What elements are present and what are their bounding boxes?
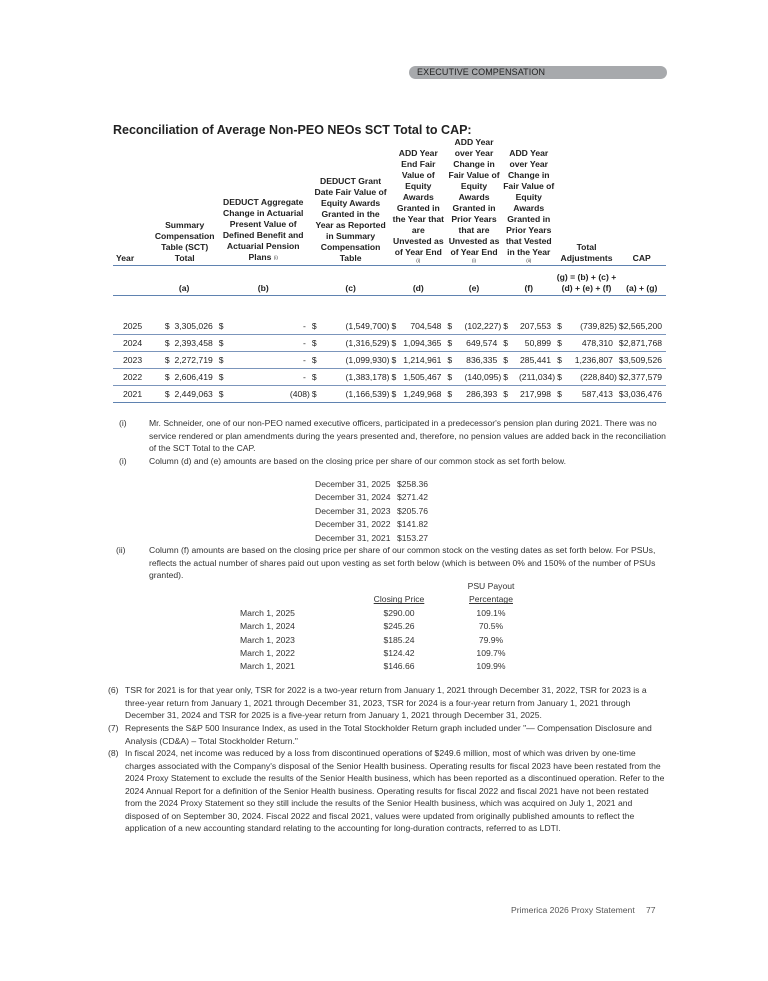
cell-ye-fair-value (390, 335, 446, 352)
price-row (315, 505, 428, 518)
cell-ye-fair-value (390, 318, 446, 335)
cell-value: 1,236,807 (574, 354, 613, 365)
cell-value: 207,553 (520, 320, 552, 331)
cell-value: 1,094,365 (403, 337, 442, 348)
col-header-grant-deduct: DEDUCT Grant Date Fair Value of Equity Awards Granted in the Year as Reported in Summary Compensation Table (311, 137, 391, 266)
cell-value: - (303, 337, 306, 348)
col-header-pension-deduct: DEDUCT Aggregate Change in Actuarial Present Value of Defined Benefit and Actuarial Pension Plans $^{(i)}$ (216, 137, 311, 266)
cell-cap (617, 335, 666, 352)
cell-value: 1,214,961 (403, 354, 442, 365)
cell-value: 478,310 (581, 337, 613, 348)
currency-symbol: $ (164, 388, 170, 399)
currency-symbol: $ (391, 320, 397, 331)
price-date: December 31, 2022 (315, 519, 391, 530)
cell-ye-fair-value (390, 369, 446, 386)
cell-sct-total (155, 386, 217, 403)
currency-symbol: $ (164, 371, 170, 382)
page-number: 77 (646, 905, 656, 915)
vesting-price: $185.24 (383, 634, 415, 645)
cell-value: 587,413 (581, 388, 613, 399)
col-header-total-adjustments: Total Adjustments (556, 137, 618, 266)
vesting-date: March 1, 2024 (240, 621, 295, 632)
cell-cap (617, 369, 666, 386)
cell-total-adjustments (555, 386, 617, 403)
cell-sct-total (155, 369, 217, 386)
cell-total-adjustments (555, 318, 617, 335)
cell-sct-total (155, 318, 217, 335)
price-row (315, 478, 428, 491)
currency-symbol: $ (391, 337, 397, 348)
cell-value: 285,441 (520, 354, 552, 365)
cell-yoy-vested (501, 386, 555, 403)
cell-sct-total (155, 352, 217, 369)
currency-symbol: $ (164, 354, 170, 365)
cell-yoy-vested (501, 318, 555, 335)
currency-symbol: $ (618, 337, 624, 348)
cell-grant-deduct (310, 335, 390, 352)
cell-value: 50,899 (524, 337, 552, 348)
currency-symbol: $ (311, 320, 317, 331)
footnote-marker: (6) (108, 685, 119, 695)
cell-yoy-vested (501, 335, 555, 352)
cell-value: 2,449,063 (174, 388, 213, 399)
table-letter-row (113, 266, 666, 296)
price-value: $153.27 (397, 532, 429, 543)
vesting-row (240, 634, 528, 647)
currency-symbol: $ (311, 388, 317, 399)
col-header-yoy-vested: ADD Year over Year Change in Fair Value of Equity Awards Granted in Prior Years that Vested in the Year (ii) (502, 137, 556, 266)
vesting-date: March 1, 2023 (240, 634, 295, 645)
currency-symbol: $ (557, 320, 562, 331)
psu-payout-pct: 109.1% (476, 607, 506, 618)
currency-symbol: $ (447, 388, 453, 399)
price-date: December 31, 2024 (315, 492, 391, 503)
currency-symbol: $ (218, 320, 224, 331)
footer-doc-title: Primerica 2026 Proxy Statement (511, 905, 635, 915)
cell-total-adjustments (555, 335, 617, 352)
cell-total-adjustments (555, 352, 617, 369)
cell-value: (140,095) (464, 371, 502, 382)
table-row (113, 386, 666, 403)
cell-value: (211,034) (518, 371, 556, 382)
cell-ye-fair-value (390, 352, 446, 369)
vesting-price: $124.42 (383, 648, 415, 659)
currency-symbol: $ (218, 337, 224, 348)
cell-value: 2,606,419 (174, 371, 213, 382)
col-header-cap: CAP (617, 137, 666, 266)
price-value: $271.42 (397, 492, 429, 503)
price-value: $205.76 (397, 505, 429, 516)
currency-symbol: $ (618, 320, 624, 331)
year-end-price-table (315, 478, 428, 545)
col-letter-b: (b) (216, 266, 311, 296)
currency-symbol: $ (618, 354, 624, 365)
footnote-text: Column (d) and (e) amounts are based on the closing price per share of our common stock as set forth below. (149, 456, 567, 466)
cell-value: (739,825) (580, 320, 617, 331)
cell-value: (1,383,178) (345, 371, 390, 382)
currency-symbol: $ (503, 354, 509, 365)
reconciliation-table-body (113, 318, 666, 403)
cell-value: 2,272,719 (174, 354, 213, 365)
cell-value: - (303, 320, 306, 331)
cell-yoy-vested (501, 369, 555, 386)
cell-grant-deduct (310, 352, 390, 369)
cell-value: (1,549,700) (345, 320, 390, 331)
cell-pension-deduct (217, 335, 310, 352)
row-year: 2023 (113, 352, 155, 369)
row-year: 2025 (113, 318, 155, 335)
currency-symbol: $ (311, 371, 317, 382)
vesting-date: March 1, 2022 (240, 648, 295, 659)
cell-value: 3,509,526 (623, 354, 662, 365)
col-letter-e: (e) (446, 266, 502, 296)
currency-symbol: $ (447, 371, 453, 382)
cell-yoy-unvested (445, 352, 501, 369)
currency-symbol: $ (218, 388, 224, 399)
table-header-row (113, 137, 666, 266)
currency-symbol: $ (218, 354, 224, 365)
col-letter-f: (f) (502, 266, 556, 296)
col-letter-c: (c) (311, 266, 391, 296)
psu-payout-pct: 109.9% (476, 661, 506, 672)
cell-yoy-unvested (445, 386, 501, 403)
cell-pension-deduct (217, 386, 310, 403)
cell-value: (1,099,930) (345, 354, 390, 365)
currency-symbol: $ (164, 320, 170, 331)
currency-symbol: $ (391, 388, 397, 399)
price-date: December 31, 2025 (315, 479, 391, 489)
currency-symbol: $ (557, 337, 562, 348)
footnote-text: TSR for 2021 is for that year only, TSR for 2022 is a two-year return from January 1, 2021 through December 31, 2022, TSR for 2023 is a three-year return from January 1, 2021 through December 31, 2023, TSR for 2024 is a four-year return from January 1, 2021 through December 31, 2024 and TSR for 2025 is a five-year return from January 1, 2021 through December 31, 2025. (125, 685, 647, 720)
currency-symbol: $ (218, 371, 224, 382)
currency-symbol: $ (503, 371, 509, 382)
cell-value: 217,998 (520, 388, 552, 399)
cell-value: 1,249,968 (403, 388, 442, 399)
col-letter-g: (g) = (b) + (c) + (d) + (e) + (f) (556, 266, 618, 296)
cell-value: (1,166,539) (345, 388, 390, 399)
vesting-row (240, 647, 528, 660)
cell-ye-fair-value (390, 386, 446, 403)
cell-value: (102,227) (464, 320, 502, 331)
cell-value: (408) (289, 388, 310, 399)
cell-value: 286,393 (466, 388, 498, 399)
footnote-marker: (7) (108, 723, 119, 733)
vesting-row (240, 660, 528, 673)
section-title: Reconciliation of Average Non-PEO NEOs SCT Total to CAP: (113, 123, 472, 137)
vesting-price-table (240, 580, 528, 674)
currency-symbol: $ (391, 371, 397, 382)
cell-value: - (303, 371, 306, 382)
col-header-yoy-unvested: ADD Year over Year Change in Fair Value of Equity Awards Granted in Prior Years that are Unvested as of Year End (i) (446, 137, 502, 266)
row-year: 2021 (113, 386, 155, 403)
footnote-marker: (ii) (116, 545, 126, 555)
price-value: $141.82 (397, 519, 429, 530)
currency-symbol: $ (503, 388, 509, 399)
row-year: 2024 (113, 335, 155, 352)
reconciliation-table (113, 137, 666, 296)
footnote-text: Represents the S&P 500 Insurance Index, as used in the Total Stockholder Return graph included under "— Compensation Disclosure and Analysis (CD&A) – Total Stockholder Return." (125, 723, 652, 746)
price-row (315, 491, 428, 504)
table-row (113, 335, 666, 352)
price-value: $258.36 (397, 479, 429, 489)
cell-sct-total (155, 335, 217, 352)
currency-symbol: $ (447, 320, 453, 331)
currency-symbol: $ (557, 388, 562, 399)
currency-symbol: $ (447, 337, 453, 348)
psu-payout-pct: 109.7% (476, 648, 506, 659)
cell-value: 2,377,579 (623, 371, 662, 382)
currency-symbol: $ (447, 354, 453, 365)
vesting-date: March 1, 2021 (240, 661, 295, 672)
cell-value: 649,574 (466, 337, 498, 348)
footnote-marker: (i) (119, 456, 127, 466)
footnote-marker: (i) (119, 418, 127, 428)
cell-value: 704,548 (410, 320, 442, 331)
col-letter-cap: (a) + (g) (617, 266, 666, 296)
price-row (315, 518, 428, 531)
section-header-pill: EXECUTIVE COMPENSATION (409, 66, 667, 79)
cell-pension-deduct (217, 369, 310, 386)
cell-value: (228,840) (580, 371, 617, 382)
footnote-text: Mr. Schneider, one of our non-PEO named executive officers, participated in a predecessor's pension plan during 2021. There was no service rendered or plan amendments during the years presented and, therefore, no pension values are added back in the reconciliation of the SCT Total to the CAP. (149, 418, 666, 453)
cell-pension-deduct (217, 318, 310, 335)
cell-cap (617, 318, 666, 335)
closing-price-header: Closing Price (373, 594, 425, 605)
footnote-text: In fiscal 2024, net income was reduced by a loss from discontinued operations of $249.6 million, most of which was driven by one-time charges associated with the Company's disposal of the Senior Health business. Operating results for fiscal 2023 have been restated from the 2024 Proxy Statement to exclude the results of the Senior Health business, which has been reported as a discontinued operation. Refer to the 2024 Annual Report for a definition of the Senior Health business. Operating results for fiscal 2022 and fiscal 2021 have not been restated from the 2024 Proxy Statement so they still include the results of the Senior Health business, which was acquired on July 1, 2021 and disposed of on September 30, 2024. Fiscal 2022 and fiscal 2021, values were updated from originally published amounts to reflect the application of a new accounting standard relating to the accounting for long-duration contracts, referred to as LDTI. (125, 748, 665, 833)
cell-yoy-unvested (445, 369, 501, 386)
col-header-ye-fair-value: ADD Year End Fair Value of Equity Awards Granted in the Year that are Unvested as of Year End (i) (390, 137, 446, 266)
cell-yoy-vested (501, 352, 555, 369)
price-date: December 31, 2023 (315, 505, 391, 516)
currency-symbol: $ (557, 354, 562, 365)
cell-grant-deduct (310, 369, 390, 386)
cell-grant-deduct (310, 318, 390, 335)
cell-value: 2,871,768 (623, 337, 662, 348)
col-letter-a: (a) (153, 266, 216, 296)
cell-cap (617, 352, 666, 369)
col-header-year: Year (113, 137, 153, 266)
table-row (113, 369, 666, 386)
cell-grant-deduct (310, 386, 390, 403)
psu-header-line2: Percentage (469, 594, 513, 605)
currency-symbol: $ (164, 337, 170, 348)
currency-symbol: $ (557, 371, 562, 382)
price-date: December 31, 2021 (315, 532, 391, 543)
cell-value: 3,305,026 (174, 320, 213, 331)
vesting-date: March 1, 2025 (240, 607, 295, 618)
psu-header-line1: PSU Payout (467, 581, 515, 591)
currency-symbol: $ (503, 320, 509, 331)
vesting-price: $245.26 (383, 621, 415, 632)
currency-symbol: $ (311, 337, 317, 348)
cell-value: (1,316,529) (345, 337, 390, 348)
footnote-text: Column (f) amounts are based on the closing price per share of our common stock on the vesting dates as set forth below. For PSUs, reflects the actual number of shares paid out upon vesting as set forth below (which is between 0% and 150% of the number of PSUs granted). (149, 545, 656, 580)
vesting-price: $290.00 (383, 607, 415, 618)
currency-symbol: $ (618, 371, 624, 382)
cell-value: 2,393,458 (174, 337, 213, 348)
cell-pension-deduct (217, 352, 310, 369)
cell-value: - (303, 354, 306, 365)
cell-value: 836,335 (466, 354, 498, 365)
page-footer (511, 905, 656, 915)
row-year: 2022 (113, 369, 155, 386)
currency-symbol: $ (311, 354, 317, 365)
psu-payout-pct: 79.9% (478, 634, 504, 645)
cell-cap (617, 386, 666, 403)
psu-payout-pct: 70.5% (478, 621, 504, 632)
cell-total-adjustments (555, 369, 617, 386)
currency-symbol: $ (618, 388, 624, 399)
vesting-row (240, 620, 528, 633)
cell-value: 1,505,467 (403, 371, 442, 382)
cell-yoy-unvested (445, 318, 501, 335)
footnote-marker: (8) (108, 748, 119, 758)
vesting-price: $146.66 (383, 661, 415, 672)
cell-value: 2,565,200 (623, 320, 662, 331)
table-row (113, 318, 666, 335)
table-row (113, 352, 666, 369)
col-header-sct-total: Summary Compensation Table (SCT) Total (153, 137, 216, 266)
vesting-row (240, 607, 528, 620)
currency-symbol: $ (391, 354, 397, 365)
cell-yoy-unvested (445, 335, 501, 352)
cell-value: 3,036,476 (623, 388, 662, 399)
col-letter-d: (d) (390, 266, 446, 296)
currency-symbol: $ (503, 337, 509, 348)
